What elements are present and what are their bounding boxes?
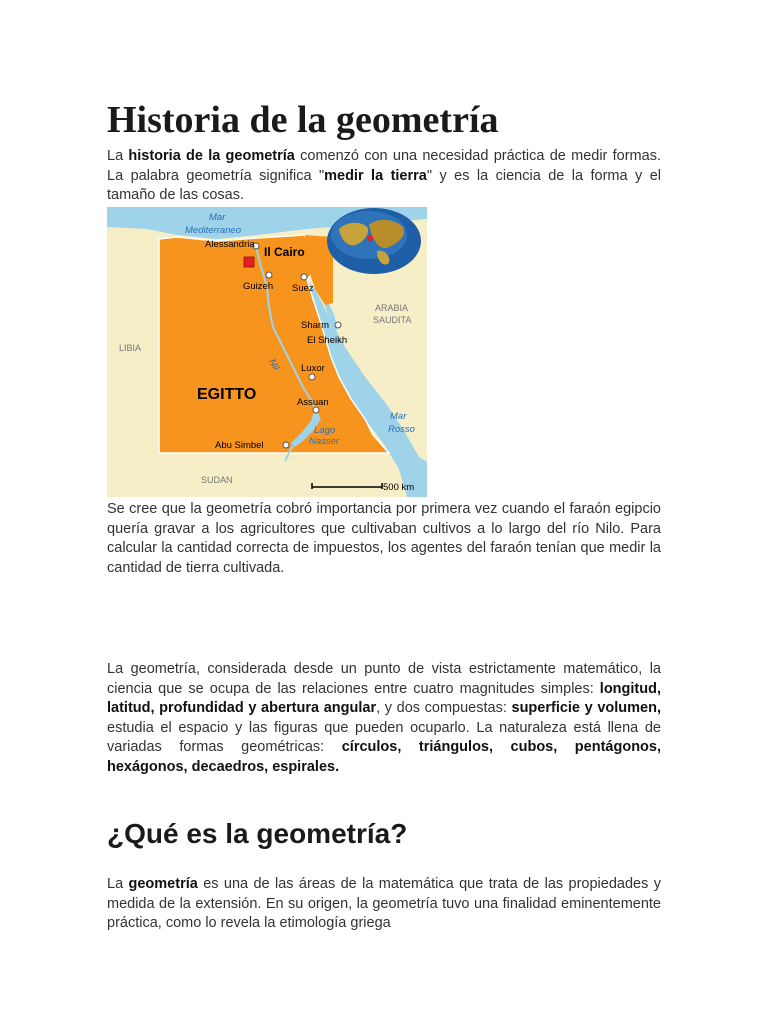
page-title: Historia de la geometría <box>107 99 499 141</box>
intro-text-1: La <box>107 148 129 164</box>
scale-label: 500 km <box>383 482 415 493</box>
intro-bold-1: historia de la geometría <box>128 148 295 164</box>
arabia-label-1: ARABIA <box>375 303 409 313</box>
paragraph-definition <box>107 875 661 934</box>
assuan-label: Assuan <box>297 397 329 408</box>
world-globe-icon <box>327 208 421 274</box>
sharm-marker <box>335 322 341 328</box>
section-heading: ¿Qué es la geometría? <box>107 818 408 849</box>
magnitudes-text-1: La geometría, considerada desde un punto de vista estrictamente matemático, la ciencia que se ocupa de las relaciones entre cuatro magnitudes simples: <box>107 661 661 697</box>
paragraph-nile: Se cree que la geometría cobró importancia por primera vez cuando el faraón egipcio quería gravar a los agricultores que cultivaban cultivos a lo largo del río Nilo. Para calcular la cantidad correcta de impuestos, los agentes del faraón tenían que medir la cantidad de tierra cultivada. <box>107 501 661 576</box>
egypt-map <box>107 207 427 497</box>
guizeh-label: Guizeh <box>243 281 274 292</box>
red-sea-label-2: Rosso <box>388 424 415 435</box>
arabia-label-2: SAUDITA <box>373 315 412 325</box>
suez-label: Suez <box>292 283 314 294</box>
sharm-label-1: Sharm <box>301 320 329 331</box>
country-label: EGITTO <box>197 386 257 403</box>
magnitudes-bold-1: longitud, latitud, profundidad y abertura angular <box>107 680 661 716</box>
intro-text-3: " y es la ciencia de la forma y el tamaño de las cosas. <box>107 167 662 203</box>
red-sea-label-1: Mar <box>390 411 407 422</box>
lake-label-1: Lago <box>314 425 336 436</box>
capital-label: Il Cairo <box>264 245 305 259</box>
paragraph-magnitudes <box>107 660 661 777</box>
luxor-marker <box>309 374 315 380</box>
mediterranean-label-1: Mar <box>209 212 226 223</box>
luxor-label: Luxor <box>301 363 325 374</box>
definition-text-2: es una de las áreas de la matemática que trata de las propiedades y medida de la extensión. En su origen, la geometría tuvo una finalidad eminentemente práctica, como lo revela la etimología griega <box>107 876 661 931</box>
intro-text-2: comenzó con una necesidad práctica de medir formas. La palabra geometría significa " <box>107 148 661 184</box>
magnitudes-text-3: estudia el espacio y las figuras que pueden ocuparlo. La naturaleza está llena de variadas formas geométricas: <box>107 719 661 755</box>
intro-paragraph <box>107 147 661 206</box>
magnitudes-bold-3: círculos, triángulos, cubos, pentágonos, hexágonos, decaedros, espirales. <box>107 739 661 775</box>
capital-marker <box>244 257 254 267</box>
alessandria-label: Alessandria <box>205 239 255 250</box>
guizeh-marker <box>266 272 272 278</box>
magnitudes-bold-2: superficie y volumen, <box>511 700 661 716</box>
magnitudes-text-2: , y dos compuestas: <box>376 700 512 716</box>
sharm-label-2: El Sheikh <box>307 335 348 346</box>
sudan-label: SUDAN <box>201 475 233 485</box>
definition-bold-1: geometría <box>128 876 198 892</box>
definition-text-1: La <box>107 876 129 892</box>
libya-label: LIBIA <box>119 343 142 353</box>
mediterranean-label-2: Mediterraneo <box>185 225 241 236</box>
suez-marker <box>301 274 307 280</box>
lake-label-2: Nasser <box>309 436 340 447</box>
abu-simbel-label: Abu Simbel <box>215 440 264 451</box>
nile-label: Nil <box>266 357 282 373</box>
intro-bold-2: medir la tierra <box>324 167 427 184</box>
abu-simbel-marker <box>283 442 289 448</box>
